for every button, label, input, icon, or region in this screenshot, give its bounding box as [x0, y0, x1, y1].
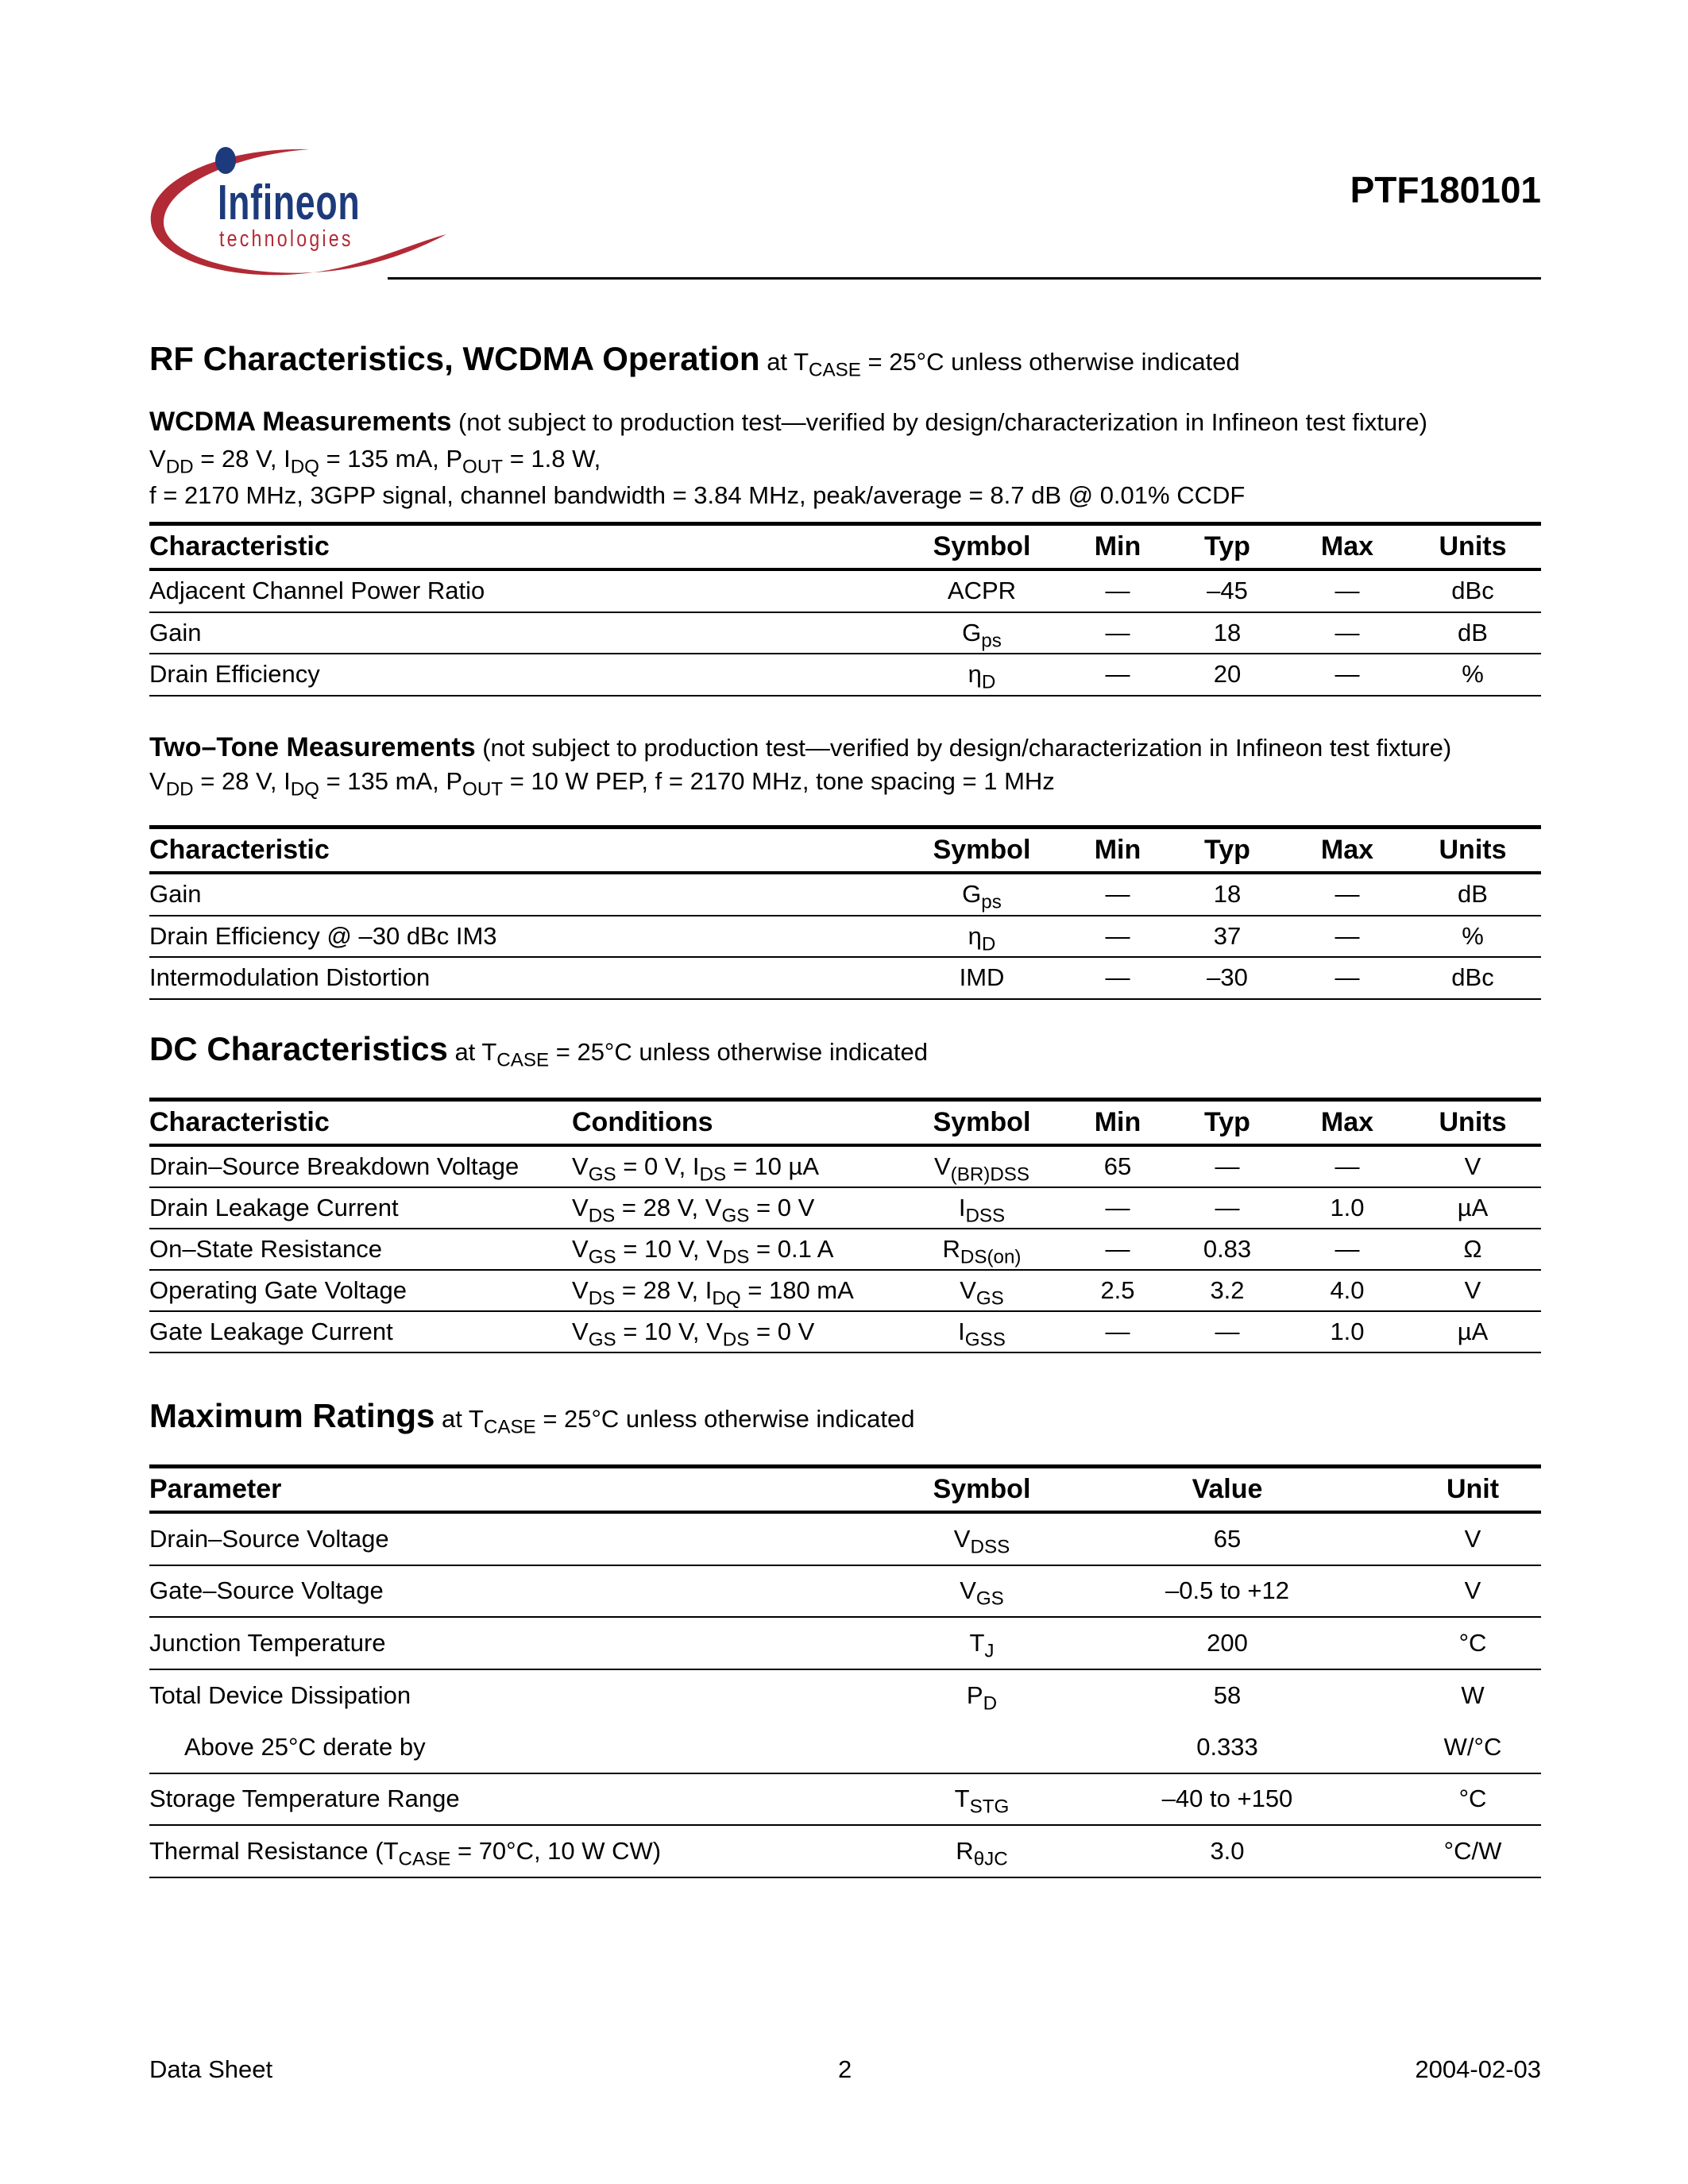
table-cell: 2.5 — [1100, 1276, 1135, 1304]
table-row — [149, 1826, 1541, 1878]
subscript: OUT — [462, 456, 504, 478]
table-cell: dB — [1458, 618, 1488, 646]
table-cell: –40 to +150 — [1161, 1785, 1293, 1813]
table-cell: 3.0 — [1210, 1836, 1245, 1865]
text-segment: at T — [435, 1405, 484, 1433]
table-cell — [912, 1235, 1052, 1268]
text-segment: = 28 V, I — [615, 1276, 713, 1304]
text-segment: G — [962, 880, 982, 909]
table-cell: — — [1105, 963, 1130, 992]
twotone-conditions — [149, 767, 1055, 801]
table-cell: — — [1105, 880, 1130, 909]
subscript: θJC — [973, 1848, 1008, 1870]
column-header: Max — [1320, 1107, 1374, 1137]
table-row — [149, 613, 1541, 655]
subscript: STG — [969, 1796, 1010, 1818]
table-cell: Drain Leakage Current — [149, 1194, 399, 1221]
table-cell: 4.0 — [1330, 1276, 1365, 1304]
text-segment: I — [958, 1194, 966, 1221]
column-header: Units — [1439, 835, 1507, 865]
table-cell: Above 25°C derate by — [184, 1732, 426, 1761]
table-cell: — — [1105, 1235, 1130, 1263]
column-header: Characteristic — [149, 1107, 330, 1137]
table-cell: Total Device Dissipation — [149, 1681, 411, 1710]
table-cell: W — [1461, 1681, 1485, 1710]
column-header: Max — [1320, 835, 1374, 865]
table-cell: — — [1335, 1235, 1360, 1263]
text-segment: = 10 V, V — [616, 1235, 723, 1263]
text-segment: = 0 V — [749, 1194, 815, 1221]
table-cell — [912, 1194, 1052, 1227]
text-segment: I — [958, 1318, 965, 1345]
rf-title: RF Characteristics, WCDMA Operation — [149, 340, 760, 377]
table-header-row — [149, 1464, 1541, 1514]
text-segment: = 70°C, 10 W CW) — [450, 1836, 662, 1865]
table-cell — [912, 1576, 1052, 1610]
table-cell — [572, 1152, 912, 1186]
wcdma-note: (not subject to production test—verified by design/characterization in Infineon test fixture) — [451, 408, 1427, 436]
subscript: DSS — [970, 1536, 1010, 1557]
max-title-suffix — [435, 1405, 915, 1438]
table-cell: — — [1335, 660, 1360, 689]
table-cell — [912, 1785, 1052, 1818]
text-segment: = 28 V, V — [615, 1194, 722, 1221]
subscript: DS — [722, 1329, 750, 1351]
subscript: DS — [722, 1246, 750, 1268]
dc-title-suffix — [447, 1038, 928, 1071]
table-cell: 65 — [1103, 1152, 1132, 1180]
table-header-row — [149, 1098, 1541, 1147]
table-cell — [912, 1836, 1052, 1870]
column-header: Min — [1094, 1107, 1141, 1137]
table-cell — [149, 1836, 912, 1870]
subscript: CASE — [483, 1416, 536, 1438]
table-cell: 37 — [1213, 921, 1242, 950]
text-segment: V — [960, 1276, 976, 1304]
text-segment: V — [149, 767, 166, 795]
subscript: DQ — [290, 456, 319, 478]
logo-subtext: technologies — [219, 226, 353, 252]
column-header: Typ — [1204, 835, 1250, 865]
subscript: CASE — [496, 1049, 550, 1071]
text-segment: = 135 mA, P — [319, 445, 463, 473]
table-cell: 18 — [1213, 618, 1242, 646]
subscript: DS(on) — [960, 1246, 1022, 1268]
table-row — [149, 1271, 1541, 1312]
table-cell: Intermodulation Distortion — [149, 963, 431, 992]
text-segment: R — [942, 1235, 960, 1263]
table-cell: — — [1105, 577, 1130, 605]
table-cell: — — [1215, 1318, 1240, 1345]
table-cell: dBc — [1451, 963, 1494, 992]
column-header: Units — [1439, 1107, 1507, 1137]
table-cell: — — [1215, 1194, 1240, 1221]
table-cell: Gain — [149, 880, 202, 909]
column-header: Typ — [1204, 1107, 1250, 1137]
column-header: Max — [1320, 531, 1374, 561]
table-cell: V — [1464, 1152, 1481, 1180]
table-cell: Drain–Source Breakdown Voltage — [149, 1152, 520, 1180]
wcdma-heading — [149, 407, 1427, 438]
footer-page-number: 2 — [838, 2055, 852, 2083]
table-cell — [912, 921, 1052, 955]
subscript: D — [981, 933, 996, 955]
footer-doc-type: Data Sheet — [149, 2055, 273, 2083]
table-row — [149, 1147, 1541, 1188]
column-header: Conditions — [572, 1107, 713, 1137]
table-cell — [912, 1276, 1052, 1310]
table-cell: — — [1105, 1194, 1130, 1221]
table-cell: — — [1335, 921, 1360, 950]
table-cell: — — [1105, 1318, 1130, 1345]
column-header: Characteristic — [149, 531, 330, 561]
subscript: OUT — [462, 778, 504, 801]
text-segment: = 28 V, I — [193, 767, 291, 795]
table-cell: — — [1105, 618, 1130, 646]
text-segment: = 0.1 A — [749, 1235, 834, 1263]
table-row — [149, 571, 1541, 613]
table-cell — [572, 1276, 912, 1310]
text-segment: = 28 V, I — [193, 445, 291, 473]
table-cell: — — [1335, 963, 1360, 992]
rf-heading — [149, 340, 1240, 381]
table-row — [149, 1229, 1541, 1271]
subscript: DSS — [965, 1205, 1006, 1227]
text-segment: V — [572, 1276, 589, 1304]
table-cell: 200 — [1207, 1628, 1248, 1657]
table-cell: % — [1462, 660, 1484, 689]
subscript: GS — [588, 1329, 616, 1351]
column-header: Parameter — [149, 1474, 282, 1504]
text-segment: at T — [447, 1038, 497, 1066]
subscript: GS — [588, 1163, 616, 1186]
dc-table — [149, 1098, 1541, 1353]
text-segment: V — [953, 1524, 971, 1553]
table-cell: Gate Leakage Current — [149, 1318, 393, 1345]
wcdma-conditions-2: f = 2170 MHz, 3GPP signal, channel bandwidth = 3.84 MHz, peak/average = 8.7 dB @ 0.01% CCDF — [149, 481, 1246, 509]
table-cell: 1.0 — [1330, 1194, 1365, 1221]
table-cell: –45 — [1207, 577, 1248, 605]
text-segment: T — [969, 1628, 985, 1657]
max-title: Maximum Ratings — [149, 1397, 435, 1434]
table-row — [149, 1618, 1541, 1670]
twotone-title: Two–Tone Measurements — [149, 732, 476, 762]
table-cell: Operating Gate Voltage — [149, 1276, 408, 1304]
table-cell — [912, 880, 1052, 913]
table-cell: IMD — [959, 963, 1005, 992]
infineon-logo — [146, 143, 448, 282]
column-header: Unit — [1446, 1474, 1500, 1504]
text-segment: η — [968, 660, 982, 689]
table-cell — [572, 1235, 912, 1268]
text-segment: = 10 V, V — [616, 1318, 723, 1345]
twotone-note: (not subject to production test—verified by design/characterization in Infineon test fixture) — [475, 734, 1452, 762]
table-row — [149, 1514, 1541, 1566]
table-cell: — — [1215, 1152, 1240, 1180]
text-segment: = 25°C unless otherwise indicated — [860, 348, 1240, 376]
subscript: DD — [165, 456, 194, 478]
twotone-table — [149, 825, 1541, 1000]
table-cell: Drain Efficiency @ –30 dBc IM3 — [149, 921, 497, 950]
subscript: DQ — [290, 778, 319, 801]
text-segment: Thermal Resistance (T — [149, 1836, 399, 1865]
column-header: Min — [1094, 531, 1141, 561]
logo-text: Infineon — [218, 176, 361, 230]
table-cell: — — [1335, 577, 1360, 605]
table-cell: 1.0 — [1330, 1318, 1365, 1345]
table-cell — [912, 1628, 1052, 1661]
text-segment: V — [572, 1318, 589, 1345]
text-segment: V — [572, 1194, 589, 1221]
column-header: Units — [1439, 531, 1507, 561]
subscript: ps — [981, 891, 1002, 913]
table-cell: Drain Efficiency — [149, 660, 320, 689]
table-cell: — — [1105, 921, 1130, 950]
text-segment: = 0 V, I — [616, 1152, 700, 1180]
column-header: Symbol — [933, 1107, 1031, 1137]
text-segment: = 0 V — [749, 1318, 815, 1345]
subscript: GS — [588, 1246, 616, 1268]
text-segment: = 25°C unless otherwise indicated — [535, 1405, 915, 1433]
table-cell — [912, 1681, 1052, 1715]
max-heading — [149, 1397, 915, 1438]
table-cell: 0.333 — [1196, 1732, 1258, 1761]
wcdma-table — [149, 522, 1541, 696]
table-cell: µA — [1457, 1318, 1489, 1345]
table-cell: — — [1335, 880, 1360, 909]
table-cell: — — [1105, 660, 1130, 689]
wcdma-title: WCDMA Measurements — [149, 407, 452, 437]
text-segment: P — [966, 1681, 983, 1710]
header-rule — [388, 277, 1541, 280]
table-row — [149, 1670, 1541, 1723]
table-cell: °C — [1458, 1628, 1487, 1657]
subscript: DD — [165, 778, 194, 801]
table-cell: Junction Temperature — [149, 1628, 386, 1657]
column-header: Symbol — [933, 1474, 1031, 1504]
subscript: DS — [588, 1205, 616, 1227]
text-segment: = 180 mA — [740, 1276, 854, 1304]
table-row — [149, 1774, 1541, 1827]
table-cell: % — [1462, 921, 1484, 950]
text-segment: T — [954, 1785, 970, 1813]
table-cell — [572, 1318, 912, 1351]
table-cell: Adjacent Channel Power Ratio — [149, 577, 485, 605]
table-row — [149, 916, 1541, 959]
subscript: (BR)DSS — [950, 1163, 1030, 1186]
subscript: DS — [588, 1287, 616, 1310]
text-segment: at T — [759, 348, 809, 376]
table-cell: 20 — [1213, 660, 1242, 689]
table-cell: °C — [1458, 1785, 1487, 1813]
subscript: GSS — [964, 1329, 1006, 1351]
table-header-row — [149, 825, 1541, 874]
table-header-row — [149, 522, 1541, 571]
table-row — [149, 958, 1541, 1000]
text-segment: = 25°C unless otherwise indicated — [549, 1038, 928, 1066]
part-number: PTF180101 — [1350, 169, 1541, 210]
column-header: Symbol — [933, 531, 1031, 561]
text-segment: R — [956, 1836, 974, 1865]
table-cell: On–State Resistance — [149, 1235, 382, 1263]
table-cell: –0.5 to +12 — [1165, 1576, 1289, 1605]
table-row — [149, 654, 1541, 696]
table-cell: — — [1335, 618, 1360, 646]
table-cell: dB — [1458, 880, 1488, 909]
subscript: DQ — [712, 1287, 741, 1310]
table-cell: dBc — [1451, 577, 1494, 605]
table-cell: Storage Temperature Range — [149, 1785, 460, 1813]
table-cell — [912, 618, 1052, 651]
table-row — [149, 1722, 1541, 1774]
text-segment: = 1.8 W, — [503, 445, 601, 473]
text-segment: G — [962, 618, 982, 646]
subscript: J — [984, 1640, 995, 1661]
table-cell: 3.2 — [1210, 1276, 1245, 1304]
subscript: DS — [699, 1163, 727, 1186]
twotone-heading — [149, 732, 1451, 763]
table-cell: V — [1464, 1576, 1481, 1605]
text-segment: V — [572, 1235, 589, 1263]
footer-date: 2004-02-03 — [1415, 2055, 1541, 2083]
rf-title-suffix — [759, 348, 1240, 381]
table-cell: µA — [1457, 1194, 1489, 1221]
column-header: Value — [1192, 1474, 1263, 1504]
subscript: CASE — [398, 1848, 451, 1870]
column-header: Characteristic — [149, 835, 330, 865]
table-cell: W/°C — [1443, 1732, 1502, 1761]
table-cell — [572, 1194, 912, 1227]
column-header: Typ — [1204, 531, 1250, 561]
dc-heading — [149, 1030, 928, 1071]
text-segment: = 135 mA, P — [319, 767, 463, 795]
table-cell: ACPR — [947, 577, 1017, 605]
table-cell: Gate–Source Voltage — [149, 1576, 384, 1605]
text-segment: V — [933, 1152, 951, 1180]
table-cell — [912, 1152, 1052, 1186]
subscript: GS — [975, 1588, 1004, 1610]
table-row — [149, 1312, 1541, 1353]
subscript: GS — [975, 1287, 1004, 1310]
table-cell — [912, 1318, 1052, 1351]
subscript: D — [983, 1692, 998, 1715]
table-cell — [912, 660, 1052, 693]
table-row — [149, 1566, 1541, 1619]
subscript: GS — [721, 1205, 750, 1227]
text-segment: V — [149, 445, 166, 473]
table-cell: 18 — [1213, 880, 1242, 909]
subscript: CASE — [809, 359, 861, 381]
table-cell: V — [1464, 1276, 1481, 1304]
table-cell: Gain — [149, 618, 202, 646]
text-segment: = 10 W PEP, f = 2170 MHz, tone spacing = 1 MHz — [503, 767, 1055, 795]
table-cell: Drain–Source Voltage — [149, 1524, 389, 1553]
table-cell: V — [1464, 1524, 1481, 1553]
column-header: Min — [1094, 835, 1141, 865]
table-cell: 0.83 — [1203, 1235, 1252, 1263]
table-cell: –30 — [1207, 963, 1248, 992]
dc-title: DC Characteristics — [149, 1030, 448, 1067]
subscript: D — [981, 671, 996, 693]
subscript: ps — [981, 630, 1002, 651]
table-cell — [912, 1524, 1052, 1557]
table-cell: — — [1335, 1152, 1360, 1180]
table-cell: 65 — [1213, 1524, 1242, 1553]
text-segment: V — [572, 1152, 589, 1180]
text-segment: V — [960, 1576, 976, 1605]
table-cell: 58 — [1213, 1681, 1242, 1710]
table-cell: °C/W — [1443, 1836, 1502, 1865]
table-cell: Ω — [1463, 1235, 1482, 1263]
wcdma-conditions-1 — [149, 445, 601, 478]
table-row — [149, 1188, 1541, 1229]
column-header: Symbol — [933, 835, 1031, 865]
table-row — [149, 874, 1541, 916]
text-segment: = 10 µA — [726, 1152, 820, 1180]
text-segment: η — [968, 921, 982, 950]
max-ratings-table — [149, 1464, 1541, 1878]
